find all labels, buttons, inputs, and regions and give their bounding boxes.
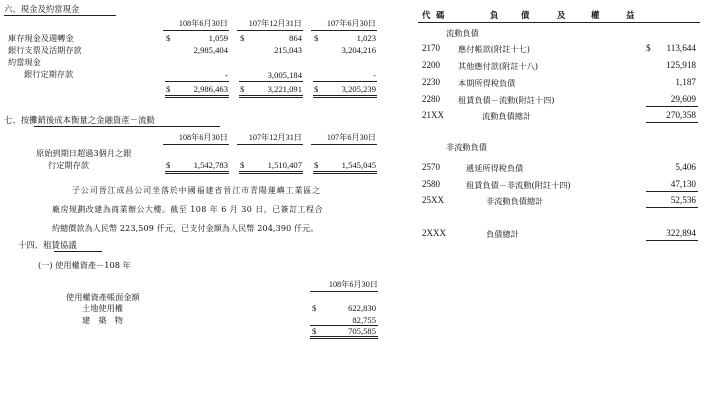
total-double-rule bbox=[313, 95, 377, 96]
total-double-rule bbox=[313, 97, 377, 98]
subtotal-rule bbox=[646, 191, 698, 192]
sec6-value: 2,985,404 bbox=[193, 45, 228, 55]
sec6-header-3: 107年6月30日 bbox=[326, 19, 376, 28]
right-header-char: 碼 bbox=[436, 10, 445, 20]
currency-symbol: $ bbox=[240, 33, 245, 43]
total-double-rule bbox=[313, 171, 377, 172]
account-label: 應付帳款(附註十七) bbox=[458, 44, 530, 54]
account-value: 1,187 bbox=[675, 77, 696, 87]
currency-symbol: $ bbox=[240, 84, 245, 94]
sec6-row-label: 銀行支票及活期存款 bbox=[8, 45, 82, 55]
account-label: 本期所得稅負債 bbox=[458, 78, 516, 88]
section-6-title: 六、現金及約當現金 bbox=[4, 4, 80, 14]
sec6-total: 2,986,463 bbox=[193, 84, 228, 94]
currency-symbol: $ bbox=[646, 43, 651, 53]
sec14-row-label: 土地使用權 bbox=[82, 303, 123, 313]
account-label: 其他應付款(附註十八) bbox=[458, 61, 539, 71]
currency-symbol: $ bbox=[312, 326, 317, 336]
sec7-header-2: 107年12月31日 bbox=[248, 133, 302, 142]
currency-symbol: $ bbox=[166, 160, 171, 170]
total-double-rule bbox=[165, 95, 229, 96]
sec6-value: 3,204,216 bbox=[341, 45, 376, 55]
sec6-value: - bbox=[373, 70, 376, 80]
currency-symbol: $ bbox=[240, 160, 245, 170]
sec7-header-1: 108年6月30日 bbox=[178, 133, 228, 142]
sec14-total: 705,585 bbox=[348, 326, 376, 336]
account-label: 負債總計 bbox=[486, 229, 519, 239]
sec6-header-rule-2 bbox=[237, 30, 303, 31]
sec6-total: 3,221,091 bbox=[267, 84, 302, 94]
account-label: 租賃負債－流動(附註十四) bbox=[458, 95, 555, 105]
subtotal-rule bbox=[646, 207, 698, 208]
total-double-rule bbox=[310, 338, 378, 339]
right-header-char: 及 bbox=[557, 10, 566, 20]
sec7-header-3: 107年6月30日 bbox=[326, 133, 376, 142]
sec6-row-label: 庫存現金及週轉金 bbox=[8, 33, 74, 43]
sec14-row-label: 使用權資產帳面金額 bbox=[66, 292, 140, 302]
sec6-header-2: 107年12月31日 bbox=[248, 19, 302, 28]
account-value: 47,130 bbox=[670, 179, 696, 189]
account-value: 52,536 bbox=[670, 195, 696, 205]
total-double-rule bbox=[239, 95, 303, 96]
account-label: 租賃負債－非流動(附註十四) bbox=[466, 180, 571, 190]
total-double-rule bbox=[239, 173, 303, 174]
sec7-label: 原始到期日超過3個月之銀 bbox=[36, 148, 132, 158]
sec6-total: 3,205,239 bbox=[341, 84, 376, 94]
sec6-value: 864 bbox=[289, 33, 302, 43]
sec14-value: 82,755 bbox=[352, 315, 376, 325]
total-double-rule bbox=[313, 173, 377, 174]
sec6-row-label: 約當現金 bbox=[8, 57, 41, 67]
subtotal-rule bbox=[165, 81, 229, 82]
account-code: 2570 bbox=[422, 162, 440, 172]
noncurrent-liabilities-title: 非流動負債 bbox=[446, 142, 487, 152]
sec6-value: 1,059 bbox=[208, 33, 228, 43]
sec6-header-1: 108年6月30日 bbox=[178, 19, 228, 28]
section-14-subtitle: (一) 使用權資產－108 年 bbox=[38, 260, 131, 270]
account-code: 2170 bbox=[422, 43, 440, 53]
sec6-value: 215,043 bbox=[274, 45, 302, 55]
current-liabilities-title: 流動負債 bbox=[446, 28, 479, 38]
section-7-title-underline bbox=[34, 126, 220, 127]
account-value: 29,609 bbox=[670, 94, 696, 104]
subtotal-rule bbox=[646, 106, 698, 107]
sec7-header-rule-3 bbox=[311, 144, 377, 145]
paragraph-line: 廠房規劃改建為商業辦公大樓。截至 108 年 6 月 30 日，已簽訂工程合 bbox=[52, 205, 323, 214]
account-code: 21XX bbox=[422, 110, 444, 120]
account-code: 2XXX bbox=[422, 228, 446, 238]
sec6-value: 1,023 bbox=[356, 33, 376, 43]
account-code: 2230 bbox=[422, 77, 440, 87]
sec7-value: 1,542,783 bbox=[193, 160, 228, 170]
total-double-rule bbox=[310, 336, 378, 337]
account-value: 5,406 bbox=[675, 162, 696, 172]
account-value: 322,894 bbox=[666, 228, 696, 238]
right-header-char: 負 bbox=[490, 10, 499, 20]
sec7-header-rule-2 bbox=[237, 144, 303, 145]
paragraph-line: 約總價款為人民幣 223,509 仟元，已支付金額為人民幣 204,390 仟元。 bbox=[52, 224, 319, 233]
currency-symbol: $ bbox=[314, 33, 319, 43]
subtotal-rule bbox=[646, 240, 698, 241]
sec7-header-rule-1 bbox=[163, 144, 229, 145]
subtotal-rule bbox=[239, 81, 303, 82]
account-value: 270,358 bbox=[666, 110, 696, 120]
section-6-title-underline bbox=[4, 15, 116, 16]
account-value: 125,918 bbox=[666, 60, 696, 70]
currency-symbol: $ bbox=[314, 160, 319, 170]
account-label: 遞延所得稅負債 bbox=[466, 163, 524, 173]
total-double-rule bbox=[165, 97, 229, 98]
total-double-rule bbox=[239, 97, 303, 98]
right-header-char: 代 bbox=[422, 10, 431, 20]
right-header-char: 債 bbox=[521, 10, 530, 20]
total-double-rule bbox=[165, 173, 229, 174]
sec6-header-rule-3 bbox=[311, 30, 377, 31]
section-7-title: 七、按攤銷後成本衡量之金融資產－流動 bbox=[4, 115, 155, 125]
currency-symbol: $ bbox=[314, 84, 319, 94]
sec6-row-label: 銀行定期存款 bbox=[24, 69, 74, 79]
sec14-row-label: 建 築 物 bbox=[82, 315, 123, 325]
sec14-value: 622,830 bbox=[348, 303, 376, 313]
account-code: 25XX bbox=[422, 195, 444, 205]
account-value: 113,644 bbox=[666, 43, 696, 53]
paragraph-line: 子公司晉江成昌公司坐落於中國福建省晉江市青陽蓮嶼工業區之 bbox=[72, 186, 322, 195]
sec14-header-rule bbox=[310, 291, 378, 292]
sec14-header: 108年6月30日 bbox=[328, 280, 378, 289]
sec7-label: 行定期存款 bbox=[48, 160, 89, 170]
subtotal-rule bbox=[646, 122, 698, 123]
subtotal-rule bbox=[313, 81, 377, 82]
account-code: 2280 bbox=[422, 94, 440, 104]
total-double-rule bbox=[239, 171, 303, 172]
sec6-header-rule-1 bbox=[163, 30, 229, 31]
sec6-value: - bbox=[225, 70, 228, 80]
account-code: 2200 bbox=[422, 60, 440, 70]
right-header-rule bbox=[418, 22, 700, 23]
total-double-rule bbox=[165, 171, 229, 172]
sec7-value: 1,510,407 bbox=[267, 160, 302, 170]
currency-symbol: $ bbox=[312, 303, 317, 313]
currency-symbol: $ bbox=[166, 84, 171, 94]
section-14-title-underline bbox=[54, 251, 102, 252]
currency-symbol: $ bbox=[166, 33, 171, 43]
right-header-char: 益 bbox=[626, 10, 635, 20]
section-14-title: 十四、租賃協議 bbox=[18, 240, 77, 250]
account-label: 非流動負債總計 bbox=[486, 196, 544, 206]
sec6-value: 3,005,184 bbox=[267, 70, 302, 80]
right-header-char: 權 bbox=[591, 10, 600, 20]
account-label: 流動負債總計 bbox=[482, 111, 532, 121]
sec7-value: 1,545,045 bbox=[341, 160, 376, 170]
account-code: 2580 bbox=[422, 179, 440, 189]
